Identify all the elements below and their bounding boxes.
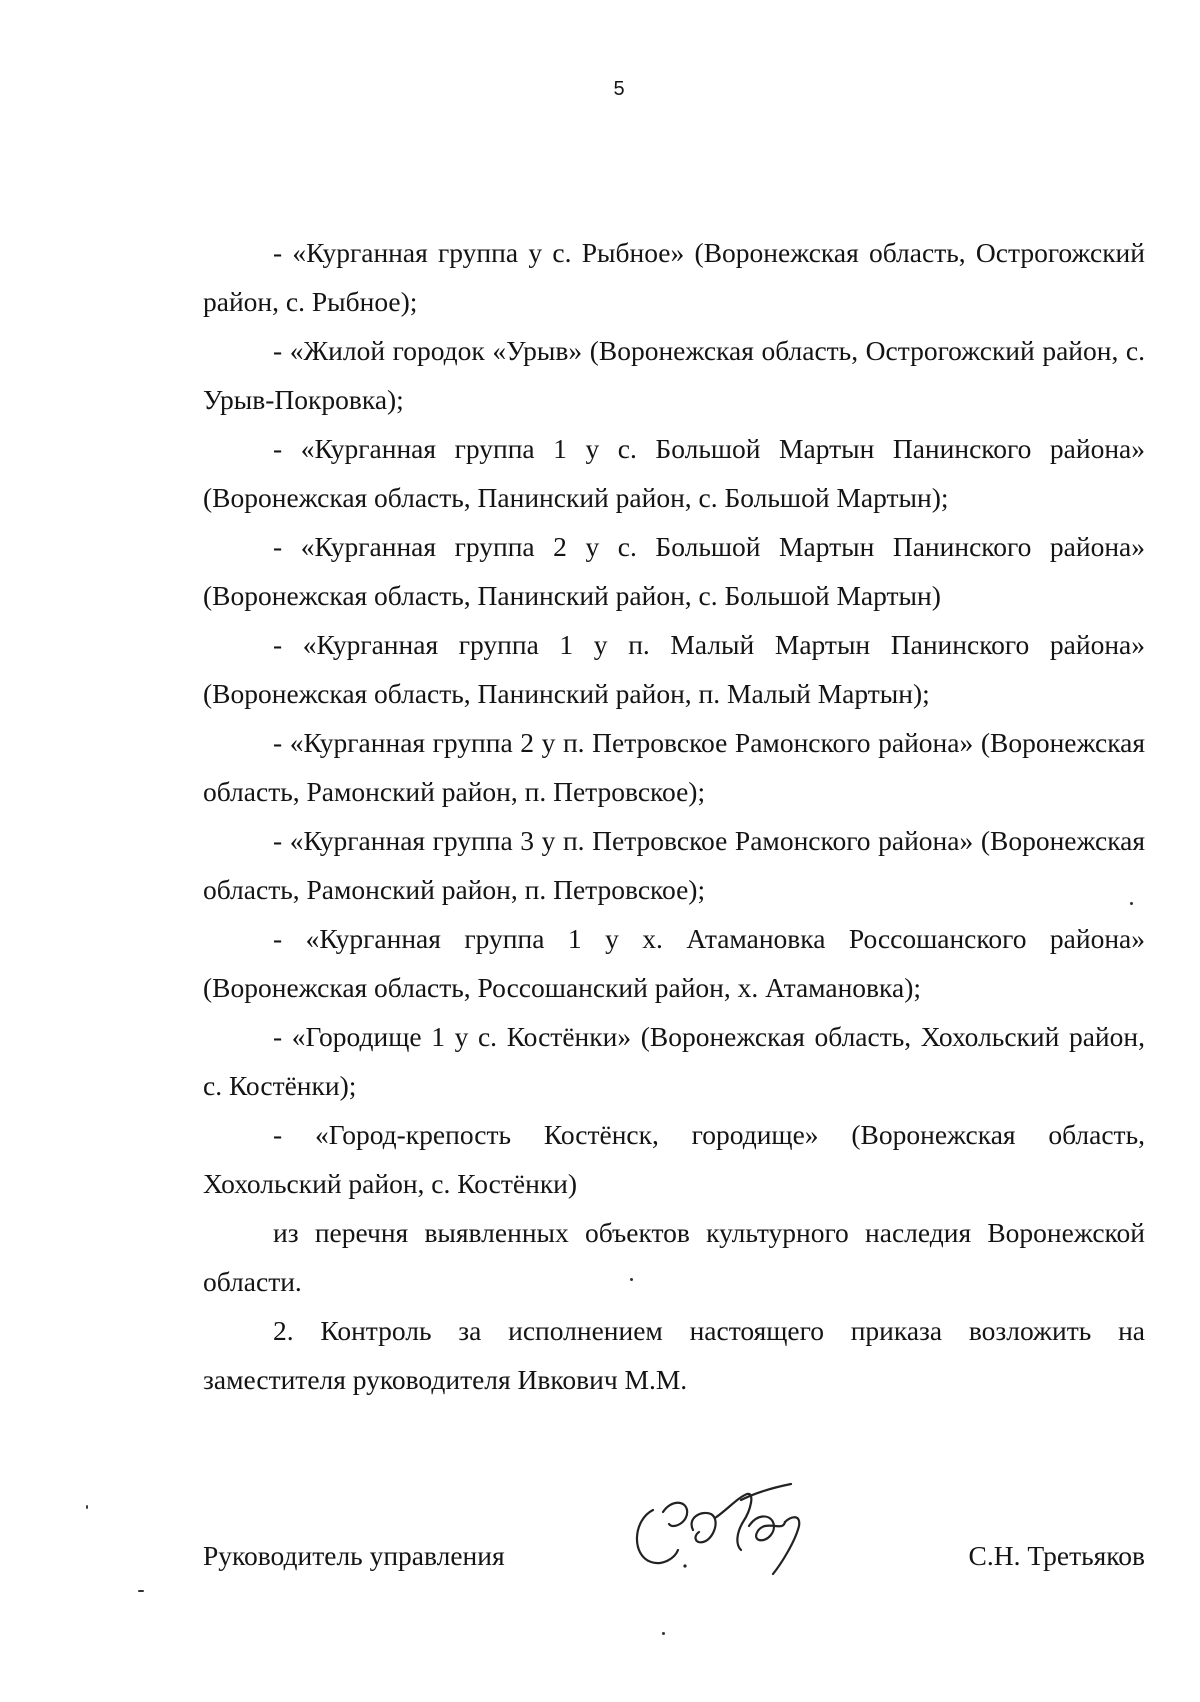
signatory-name: С.Н. Третьяков <box>968 1540 1145 1571</box>
scan-speck <box>138 1590 144 1592</box>
list-closing-paragraph: из перечня выявленных объектов культурного наследия Воронежской области. <box>203 1217 1145 1297</box>
list-item: - «Курганная группа 3 у п. Петровское Рамонского района» (Воронежская область, Рамонский район, п. Петровское); <box>203 825 1145 905</box>
list-item: - «Курганная группа 1 у п. Малый Мартын Панинского района» (Воронежская область, Панинский район, п. Малый Мартын); <box>203 629 1145 709</box>
list-item: - «Город-крепость Костёнск, городище» (Воронежская область, Хохольский район, с. Костёнки) <box>203 1119 1145 1199</box>
signature-block <box>203 1470 1145 1590</box>
document-body <box>203 228 1145 1404</box>
list-item: - «Курганная группа 1 у с. Большой Мартын Панинского района» (Воронежская область, Панинский район, с. Большой Мартын); <box>203 433 1145 513</box>
scan-speck <box>630 1278 633 1281</box>
list-item: - «Городище 1 у с. Костёнки» (Воронежская область, Хохольский район, с. Костёнки); <box>203 1021 1145 1101</box>
page-number: 5 <box>613 78 625 100</box>
list-item: - «Курганная группа 1 у х. Атамановка Россошанского района» (Воронежская область, Россошанский район, х. Атамановка); <box>203 923 1145 1003</box>
list-item: - «Курганная группа 2 у с. Большой Мартын Панинского района» (Воронежская область, Панинский район, с. Большой Мартын) <box>203 531 1145 611</box>
list-item: - «Курганная группа 2 у п. Петровское Рамонского района» (Воронежская область, Рамонский район, п. Петровское); <box>203 727 1145 807</box>
list-item: - «Курганная группа у с. Рыбное» (Воронежская область, Острогожский район, с. Рыбное); <box>203 237 1145 317</box>
scan-speck <box>1130 902 1133 905</box>
list-item: - «Жилой городок «Урыв» (Воронежская область, Острогожский район, с. Урыв-Покровка); <box>203 335 1145 415</box>
signatory-position: Руководитель управления <box>203 1540 505 1571</box>
control-paragraph: 2. Контроль за исполнением настоящего приказа возложить на заместителя руководителя Ивкович М.М. <box>203 1315 1145 1395</box>
scan-speck <box>86 1505 88 1509</box>
scan-speck <box>662 1632 665 1635</box>
handwritten-signature <box>623 1470 823 1580</box>
